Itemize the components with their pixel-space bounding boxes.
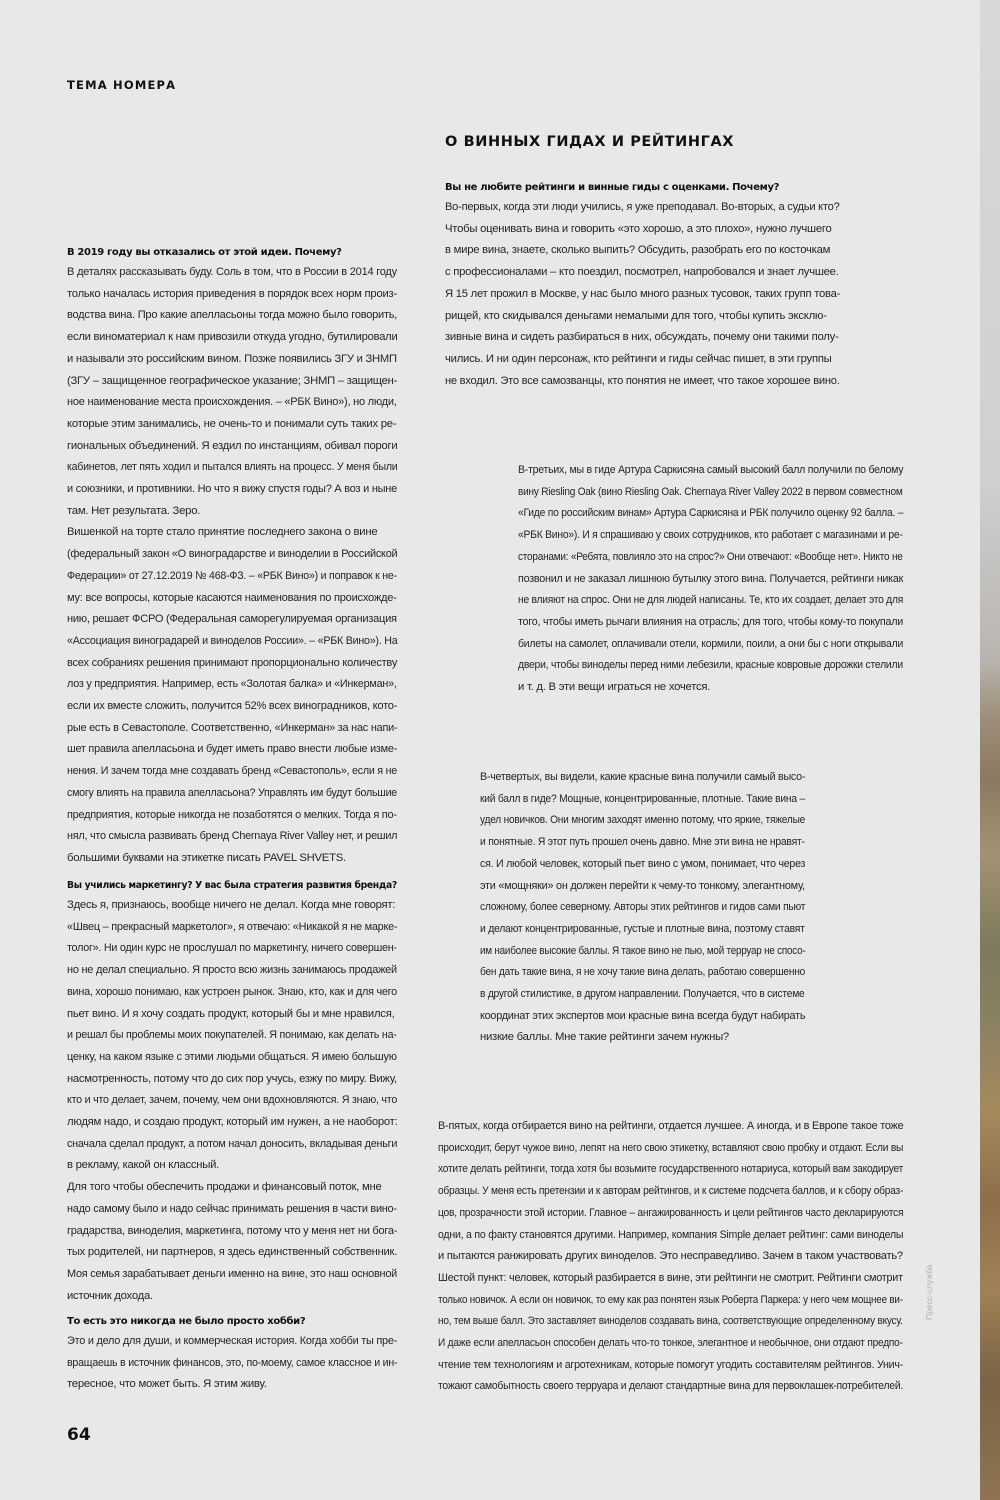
text-line: позвонил и не заказал лишнюю бутылку этого вина. Получается, рейтинги никак (518, 572, 904, 585)
text-line: и т. д. В эти вещи играться не хочется. (518, 681, 711, 694)
text-line: если виноматериал к нам привозили откуда угодно, бутилировали (67, 331, 398, 344)
text-line: удел новичков. Они многим заходят именно потому, что яркие, тяжелые (480, 814, 806, 827)
interview-question: В 2019 году вы отказались от этой идеи. Почему? (67, 247, 342, 258)
interview-question: Вы не любите рейтинги и винные гиды с оценками. Почему? (445, 182, 780, 193)
text-line: в мире вина, знаете, сколько выпить? Обсудить, разобрать его по косточкам (445, 244, 831, 257)
text-line: градарства, виноделия, маркетинга, потому что у меня нет ни бога- (67, 1224, 398, 1237)
text-line: кабинетов, лет пять ходил и пытался влиять на процесс. У меня были (67, 461, 398, 474)
paragraph-third (518, 460, 903, 699)
text-line: рищей, кто скидывался деньгами немалыми для того, чтобы купить эксклю- (445, 309, 827, 322)
text-line: кто и что делает, зачем, почему, чем они вдохновляются. Я знаю, что (67, 1094, 398, 1107)
paragraph-fourth (480, 767, 805, 1049)
text-line: Вишенкой на торте стало принятие последнего закона о вине (67, 526, 378, 539)
text-line: В-четвертых, вы видели, какие красные вина получили самый высо- (480, 771, 806, 783)
interview-question: Вы учились маркетингу? У вас была стратегия развития бренда? (67, 880, 397, 891)
text-line: «Гиде по российским винам» Артура Саркисяна и РБК получило оценку 92 балла. – (518, 507, 904, 520)
text-line: В деталях рассказывать буду. Соль в том, что в России в 2014 году (67, 266, 397, 278)
text-line: чились. И ни один персонаж, кто рейтинги и гиды сейчас пишет, в эти группы (445, 352, 832, 365)
text-line: «Ассоциация виноградарей и виноделов России». – «РБК Вино»). На (67, 634, 398, 647)
paragraph-fifth (438, 1116, 903, 1398)
text-line: и понятные. Я этот путь прошел очень давно. Мне эти вина не нравят- (480, 836, 805, 849)
text-line: Здесь я, признаюсь, вообще ничего не делал. Когда мне говорят: (67, 899, 396, 911)
text-line: насмотренность, потому что до сих пор учусь, езжу по миру. Вижу, (67, 1072, 397, 1085)
text-line: не входил. Это все самозванцы, кто понятия не имеет, что такое хорошее вино. (445, 374, 840, 387)
text-line: билеты на самолет, оплачивали отели, кормили, поили, а они бы с ноги открывали (518, 637, 904, 650)
text-line: Я 15 лет прожил в Москве, у нас было много разных тусовок, таких групп това- (445, 287, 841, 300)
text-line: предприятия, которые никогда не позаботятся о мелких. Тогда я по- (67, 808, 397, 821)
text-line: не влияют на спрос. Они не для людей написаны. Те, кто их создает, делает это для (518, 594, 904, 607)
text-line: всех собраниях решения принимают пропорционально количеству (67, 656, 398, 669)
text-line: рые есть в Севастополе. Соответственно, «Инкерман» за нас напи- (67, 721, 398, 734)
text-line: сначала сделал продукт, а потом начал доносить, вкладывая деньги (67, 1137, 398, 1150)
text-line: там. Нет результата. Зеро. (67, 504, 201, 517)
text-line: и решал бы проблемы моих покупателей. Я понимаю, как делать на- (67, 1029, 397, 1042)
text-line: того, чтобы иметь рычаги влияния на отрасль; для того, чтобы кому-то покупали (518, 615, 904, 628)
text-line: «РБК Вино»). И я спрашиваю у своих сотрудников, кто работает с магазинами и ре- (518, 529, 903, 542)
vineyard-photo-edge (980, 0, 1000, 1500)
text-line: В-третьих, мы в гиде Артура Саркисяна самый высокий балл получили по белому (518, 464, 904, 476)
text-line: эти «мощняки» он должен перейти к чему-то тонкому, элегантному, (480, 879, 805, 892)
text-line: нял, что смысла развивать бренд Chernaya River Valley нет, и решил (67, 830, 398, 843)
text-line: вина, хорошо понимаю, как устроен рынок. Знаю, кто, как и для чего (67, 985, 397, 998)
text-line: только новичок. А если он новичок, то ему как раз понятен язык Роберта Паркера: у него чем мощнее ви- (438, 1293, 903, 1306)
text-line: Шестой пункт: человек, который разбирается в вине, эти рейтинги не смотрит. Рейтинги смотрит (438, 1271, 903, 1284)
text-line: чтение тем технологиям и агротехникам, которые помогут угодить составителям рейтингов. Унич- (438, 1358, 904, 1371)
photo-credit: Пресс-служба (924, 1264, 934, 1320)
text-line: если их вместе сложить, получится 52% всех виноградников, кото- (67, 700, 398, 713)
text-line: нию, решает ФСРО (Федеральная саморегулируемая организация (67, 613, 397, 626)
qa-guides (445, 179, 840, 392)
text-line: с профессионалами – кто поездил, посмотрел, напробовался и знает лучшее. (445, 266, 839, 279)
text-line: людям надо, и создаю продукт, который им нужен, а не наоборот: (67, 1116, 398, 1129)
text-line: и союзники, и противники. Но что я вижу спустя годы? А воз и ныне (67, 483, 398, 496)
text-line: Во-первых, когда эти люди учились, я уже преподавал. Во-вторых, а судьи кто? (445, 201, 840, 213)
text-line: источник дохода. (67, 1289, 153, 1302)
text-line: цов, прозрачности этой истории. Главное – ангажированность и цели рейтингов часто декларируются (438, 1206, 904, 1219)
text-line: в рекламу, какой он классный. (67, 1159, 220, 1172)
qa-marketing (67, 877, 397, 1307)
text-line: происходит, берут чужое вино, лепят на него свою этикетку, вставляют свою пробку и отдают. Если вы (438, 1141, 904, 1154)
text-line: но не делал специально. Я просто всю жизнь занимаюсь продажей (67, 964, 397, 977)
text-line: зивные вина и сидеть разбираться в них, обсуждать, почему они такими полу- (445, 331, 839, 344)
text-line: ценку, на каком языке с этими людьми общаться. Я имею большую (67, 1050, 397, 1063)
qa-hobby (67, 1313, 397, 1396)
text-line: вращаешь в источник финансов, это, по-моему, самое классное и ин- (67, 1356, 398, 1369)
text-line: Чтобы оценивать вина и говорить «это хорошо, а это плохо», нужно лучшего (445, 222, 832, 235)
text-line: гиональных объединений. Я ездил по инстанциям, обивал пороги (67, 439, 398, 452)
text-line: Для того чтобы обеспечить продажи и финансовый поток, мне (67, 1181, 382, 1194)
text-line: координат этих экспертов мои красные вина всегда будут набирать (480, 1009, 806, 1022)
text-line: которые этим занимались, не очень-то и понимали суть таких ре- (67, 417, 397, 430)
text-line: вину Riesling Oak (вино Riesling Oak. Chernaya River Valley 2022 в первом совместном (518, 485, 903, 498)
text-line: толог». Ни один курс не прослушал по маркетингу, ничего совершен- (67, 942, 397, 955)
page-title: О ВИННЫХ ГИДАХ И РЕЙТИНГАХ (445, 134, 735, 150)
text-line: низкие баллы. Мне такие рейтинги зачем нужны? (480, 1031, 729, 1044)
text-line: им наиболее высокие баллы. Я такое вино не пью, мой терруар не спосо- (480, 944, 806, 957)
text-line: му: все вопросы, которые касаются наименования по происхожде- (67, 591, 397, 604)
text-line: ное наименование места происхождения. – «РБК Вино»), но люди, (67, 396, 397, 409)
text-line: ся. И любой человек, который пьет вино с умом, понимает, что через (480, 857, 806, 870)
text-line: тересное, что может быть. Я этим живу. (67, 1378, 267, 1391)
text-line: (ЗГУ – защищенное географическое указание; ЗНМП – защищен- (67, 374, 398, 387)
text-line: и называли это российским вином. Позже появились ЗГУ и ЗНМП (67, 352, 397, 365)
text-line: «Швец – прекрасный маркетолог», я отвечаю: «Никакой я не марке- (67, 920, 398, 933)
text-line: водства вина. Про какие апелласьоны тогда можно было говорить, (67, 309, 398, 322)
text-line: кий балл в гиде? Мощные, концентрированные, плотные. Такие вина – (480, 792, 805, 805)
text-line: надо самому было и надо сейчас принимать решения в части вино- (67, 1202, 397, 1215)
text-line: только началась история приведения в порядок всех норм произ- (67, 287, 397, 300)
text-line: хотите делать рейтинги, тогда хотя бы возьмите государственного нотариуса, который вам закодирует (438, 1163, 904, 1176)
text-line: И даже если апелласьон способен делать что-то тонкое, элегантное и необычное, они отдают предпо- (438, 1337, 903, 1350)
text-line: Это и дело для души, и коммерческая история. Когда хобби ты пре- (67, 1335, 398, 1347)
text-line: двери, чтобы виноделы перед ними лебезили, красные ковровые дорожки стелили (518, 659, 903, 672)
text-line: образцы. У меня есть претензии и к авторам рейтингов, и к системе подсчета баллов, и к сбору образ- (438, 1185, 904, 1198)
text-line: в другой стилистике, в другом направлении. Получается, что в системе (480, 988, 805, 1001)
text-line: шет правила апелласьона и будет иметь право внести любые изме- (67, 743, 398, 756)
text-line: сторанами: «Ребята, повлияло это на спрос?» Они отвечают: «Вообще нет». Никто не (518, 550, 903, 563)
text-line: одни, а по факту становятся другими. Например, компания Simple делает рейтинг: сами виноделы (438, 1228, 904, 1241)
text-line: смогу влиять на правила апелласьона? Управлять им будут большие (67, 786, 397, 799)
text-line: но, тем выше балл. Это заставляет виноделов создавать вина, соответствующие определенному вкусу. (438, 1315, 903, 1328)
text-line: бен дать такие вина, я не хочу такие вина делать, работаю совершенно (480, 966, 806, 979)
text-line: и делают концентрированные, густые и плотные вина, поэтому ставят (480, 922, 805, 935)
text-line: пьет вино. И я хочу создать продукт, который бы и мне нравился, (67, 1007, 395, 1020)
text-line: В-пятых, когда отбирается вино на рейтинги, отдается лучшее. А иногда, и в Европе такое тоже (438, 1120, 904, 1132)
qa-refused (67, 244, 397, 870)
text-line: тожают самобытность своего терруара и делают стандартные вина для первоклашек-потребителей. (438, 1380, 904, 1393)
text-line: сложному, более северному. Авторы этих рейтингов и гидов сами пьют (480, 901, 806, 914)
interview-question: То есть это никогда не было просто хобби? (67, 1316, 306, 1327)
text-line: и пытаются ранжировать других виноделов. Это несправедливо. Зачем в таком участвовать? (438, 1250, 903, 1263)
text-line: тых родителей, ни партнеров, я здесь единственный собственник. (67, 1246, 398, 1259)
text-line: Федерации» от 27.12.2019 № 468-ФЗ. – «РБК Вино») и поправок к не- (67, 569, 397, 582)
text-line: нения. И зачем тогда мне создавать бренд «Севастополь», если я не (67, 765, 397, 778)
text-line: Моя семья зарабатывает деньги именно на вине, это наш основной (67, 1267, 397, 1280)
text-line: лоз у предприятия. Например, есть «Золотая балка» и «Инкерман», (67, 678, 397, 691)
text-line: большими буквами на этикетке писать PAVEL SHVETS. (67, 851, 346, 864)
page-number: 64 (67, 1425, 91, 1445)
section-label: ТЕМА НОМЕРА (67, 78, 177, 92)
text-line: (федеральный закон «О виноградарстве и виноделии в Российской (67, 548, 398, 561)
